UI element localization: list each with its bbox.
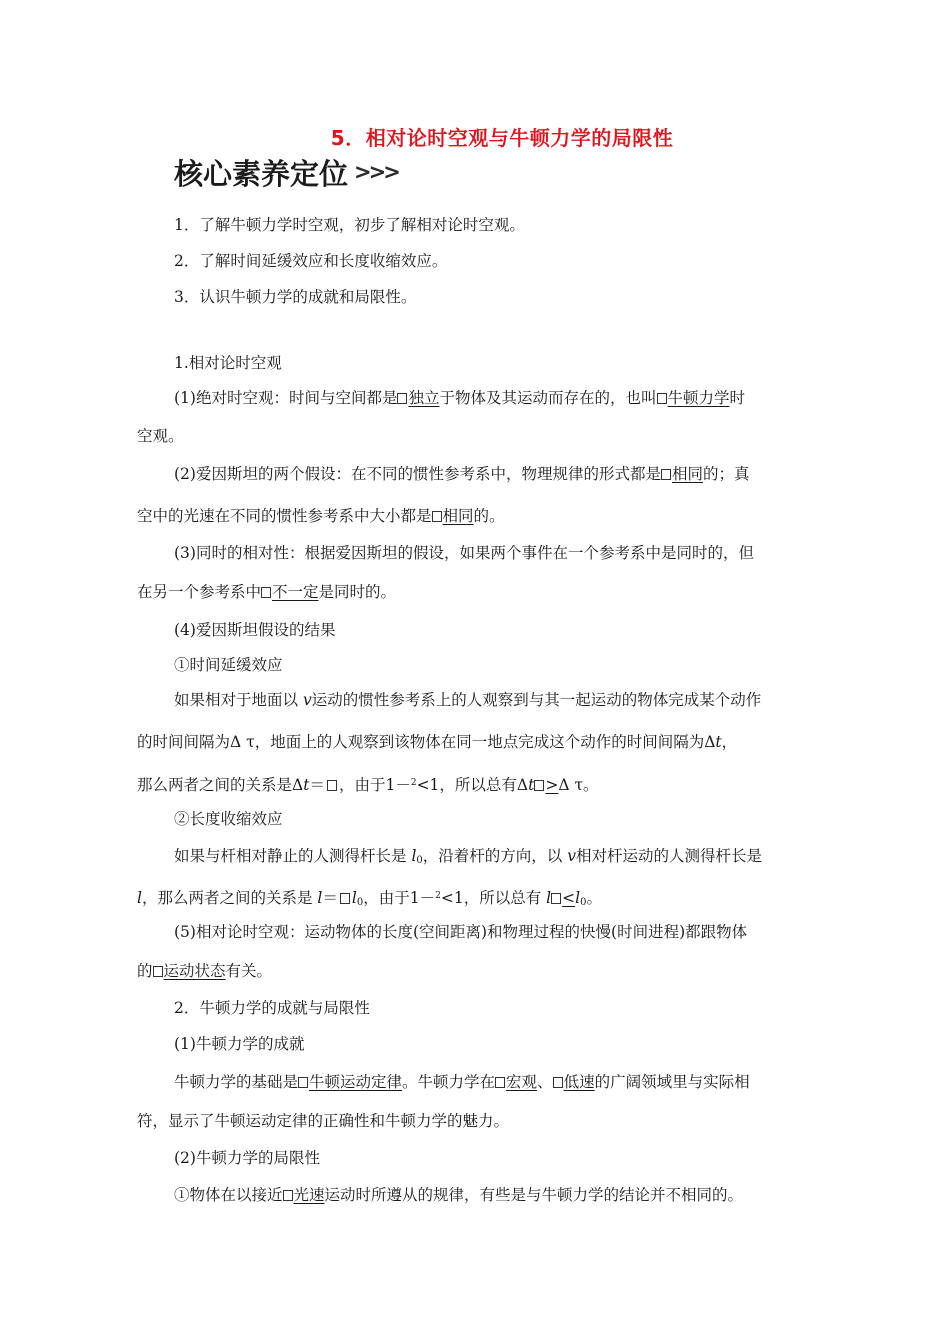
- blank-box-icon: [397, 393, 407, 404]
- blank-box-icon: [495, 1077, 505, 1088]
- section-heading: [174, 150, 398, 194]
- fill-blank: 低速: [553, 1073, 595, 1091]
- blank-box-icon: [657, 393, 667, 404]
- fill-blank: 相同: [432, 507, 474, 525]
- heading-length-contraction: ②长度收缩效应: [174, 810, 283, 828]
- fill-blank: 光速: [283, 1186, 325, 1204]
- chevrons-icon: >>>: [354, 160, 398, 184]
- fill-blank: 牛顿力学: [657, 389, 730, 407]
- blank-box-icon: [153, 966, 163, 977]
- fill-blank: 牛顿运动定律: [298, 1073, 402, 1091]
- fill-blank: 宏观: [495, 1073, 537, 1091]
- blank-box-icon: [298, 1077, 308, 1088]
- objective-1: 1．了解牛顿力学时空观，初步了解相对论时空观。: [174, 216, 525, 234]
- fill-blank: 独立: [397, 389, 439, 407]
- para-relativity-view-line2: 的 运动状态有关。: [137, 962, 273, 980]
- para-einstein-postulates-line2: 空中的光速在不同的惯性参考系中大小都是 相同的。: [137, 507, 505, 525]
- objective-3: 3．认识牛顿力学的成就和局限性。: [174, 288, 417, 306]
- blank-box-icon: [327, 780, 337, 791]
- heading-einstein-results: (4)爱因斯坦假设的结果: [174, 621, 336, 639]
- para-simultaneity-line1: (3)同时的相对性：根据爱因斯坦的假设，如果两个事件在一个参考系中是同时的，但: [174, 544, 754, 562]
- heading-newton-achievements: (1)牛顿力学的成就: [174, 1035, 305, 1053]
- fill-blank: >: [534, 776, 558, 794]
- para-relativity-view-line1: (5)相对论时空观：运动物体的长度(空间距离)和物理过程的快慢(时间进程)都跟物体: [174, 923, 748, 941]
- heading-relativity-spacetime: 1.相对论时空观: [174, 354, 282, 372]
- blank-box-icon: [534, 780, 544, 791]
- blank-box-icon: [283, 1190, 293, 1201]
- section-heading-text: 核心素养定位: [174, 156, 349, 191]
- para-simultaneity-line2: 在另一个参考系中 不一定是同时的。: [137, 583, 397, 601]
- fill-blank: 不一定: [261, 583, 319, 601]
- blank-box-icon: [432, 511, 442, 522]
- objective-2: 2．了解时间延缓效应和长度收缩效应。: [174, 252, 448, 270]
- para-einstein-postulates-line1: (2)爱因斯坦的两个假设：在不同的惯性参考系中，物理规律的形式都是 相同的；真: [174, 465, 750, 483]
- fill-blank: <: [551, 889, 575, 907]
- para-length-contraction-line2: l，那么两者之间的关系是 $l= l_0$，由于1－$^2$<1，所以总有 $l <l_0$。: [137, 889, 602, 908]
- para-time-dilation-line1: 如果相对于地面以 v运动的惯性参考系上的人观察到与其一起运动的物体完成某个动作: [174, 691, 762, 709]
- blank-box-icon: [551, 893, 561, 904]
- para-absolute-spacetime-line2: 空观。: [137, 427, 184, 445]
- para-newton-limitations-line1: ①物体在以接近 光速运动时所遵从的规律，有些是与牛顿力学的结论并不相同的。: [174, 1186, 744, 1204]
- fill-blank: 相同: [661, 465, 703, 483]
- fill-blank: 运动状态: [153, 962, 226, 980]
- page-title: 5．相对论时空观与牛顿力学的局限性: [330, 126, 674, 150]
- para-newton-achievements-line1: 牛顿力学的基础是 牛顿运动定律。牛顿力学在 宏观、 低速的广阔领域里与实际相: [174, 1073, 750, 1091]
- para-length-contraction-line1: 如果与杆相对静止的人测得杆长是 $l_0$，沿着杆的方向，以 v相对杆运动的人测得杆长是: [174, 847, 762, 866]
- para-absolute-spacetime-line1: (1)绝对时空观：时间与空间都是 独立于物体及其运动而存在的，也叫 牛顿力学时: [174, 389, 746, 407]
- heading-time-dilation: ①时间延缓效应: [174, 656, 283, 674]
- para-newton-achievements-line2: 符，显示了牛顿运动定律的正确性和牛顿力学的魅力。: [137, 1112, 510, 1130]
- blank-box-icon: [261, 587, 271, 598]
- blank-box-icon: [553, 1077, 563, 1088]
- blank-box-icon: [661, 469, 671, 480]
- para-time-dilation-line3: 那么两者之间的关系是Δt＝ ，由于1－$^2$<1，所以总有Δt >Δ τ。: [137, 776, 599, 794]
- para-time-dilation-line2: 的时间间隔为Δ τ，地面上的人观察到该物体在同一地点完成这个动作的时间间隔为Δt，: [137, 733, 738, 751]
- heading-newtonian-mechanics: 2．牛顿力学的成就与局限性: [174, 999, 370, 1017]
- blank-box-icon: [340, 893, 350, 904]
- heading-newton-limitations: (2)牛顿力学的局限性: [174, 1149, 320, 1167]
